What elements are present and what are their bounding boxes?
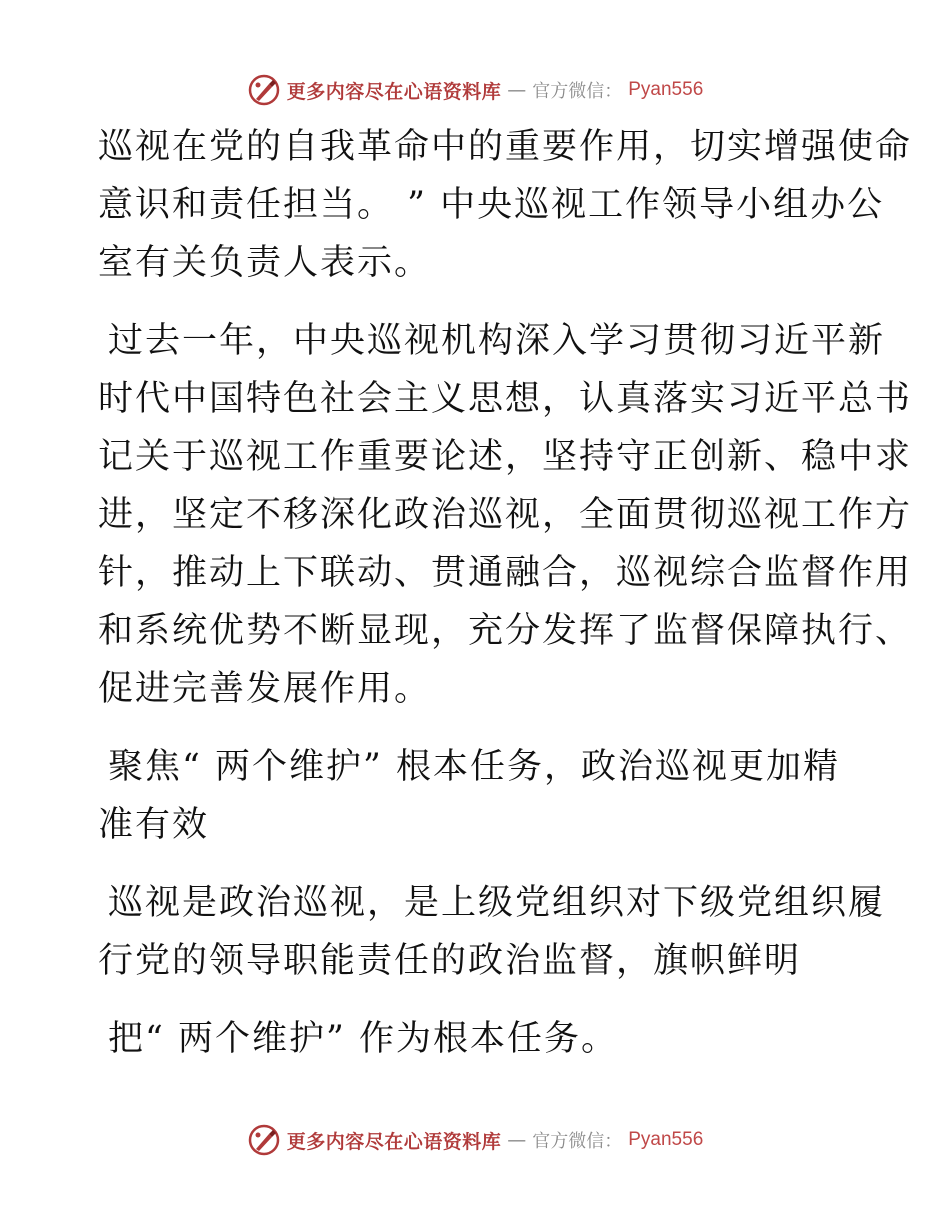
- watermark-official-label: 官方微信：: [532, 81, 623, 102]
- text-line: 准有效: [98, 805, 210, 845]
- pen-logo-icon: [247, 1123, 281, 1157]
- watermark-main-text: 更多内容尽在心语资料库: [286, 1130, 502, 1153]
- text-line: 针，推动上下联动、贯通融合，巡视综合监督作用: [98, 553, 913, 593]
- document-body: [98, 118, 913, 1068]
- watermark-dash: —: [507, 1129, 527, 1151]
- watermark-main-text: 更多内容尽在心语资料库: [286, 80, 502, 103]
- watermark-wechat-id: Pyan556: [628, 79, 704, 100]
- text-line: 进，坚定不移深化政治巡视，全面贯彻巡视工作方: [98, 495, 913, 535]
- text-line: 把“ 两个维护” 作为根本任务。: [108, 1019, 619, 1059]
- paragraph-heading: [98, 738, 858, 854]
- paragraph: [98, 874, 886, 990]
- text-line: 室有关负责人表示。: [98, 243, 432, 283]
- text-line: 意识和责任担当。 ” 中央巡视工作领导小组办公: [98, 185, 885, 225]
- text-line: 时代中国特色社会主义思想，认真落实习近平总书: [98, 379, 913, 419]
- paragraph: [98, 118, 913, 292]
- text-line: 记关于巡视工作重要论述，坚持守正创新、稳中求: [98, 437, 913, 477]
- text-line: 过去一年，中央巡视机构深入学习贯彻习近平新: [108, 321, 886, 361]
- paragraph: [98, 1010, 858, 1068]
- text-line: 行党的领导职能责任的政治监督，旗帜鲜明: [98, 941, 802, 981]
- header-watermark: [0, 70, 950, 110]
- paragraph: [98, 312, 913, 718]
- text-line: 聚焦“ 两个维护” 根本任务，政治巡视更加精: [108, 747, 841, 787]
- footer-watermark: [0, 1120, 950, 1160]
- text-line: 巡视是政治巡视，是上级党组织对下级党组织履: [108, 883, 886, 923]
- text-line: 促进完善发展作用。: [98, 669, 432, 709]
- text-line: 和系统优势不断显现，充分发挥了监督保障执行、: [98, 611, 913, 651]
- watermark-dash: —: [507, 79, 527, 101]
- watermark-wechat-id: Pyan556: [628, 1129, 704, 1150]
- text-line: 巡视在党的自我革命中的重要作用，切实增强使命: [98, 127, 913, 167]
- watermark-official-label: 官方微信：: [532, 1131, 623, 1152]
- pen-logo-icon: [247, 73, 281, 107]
